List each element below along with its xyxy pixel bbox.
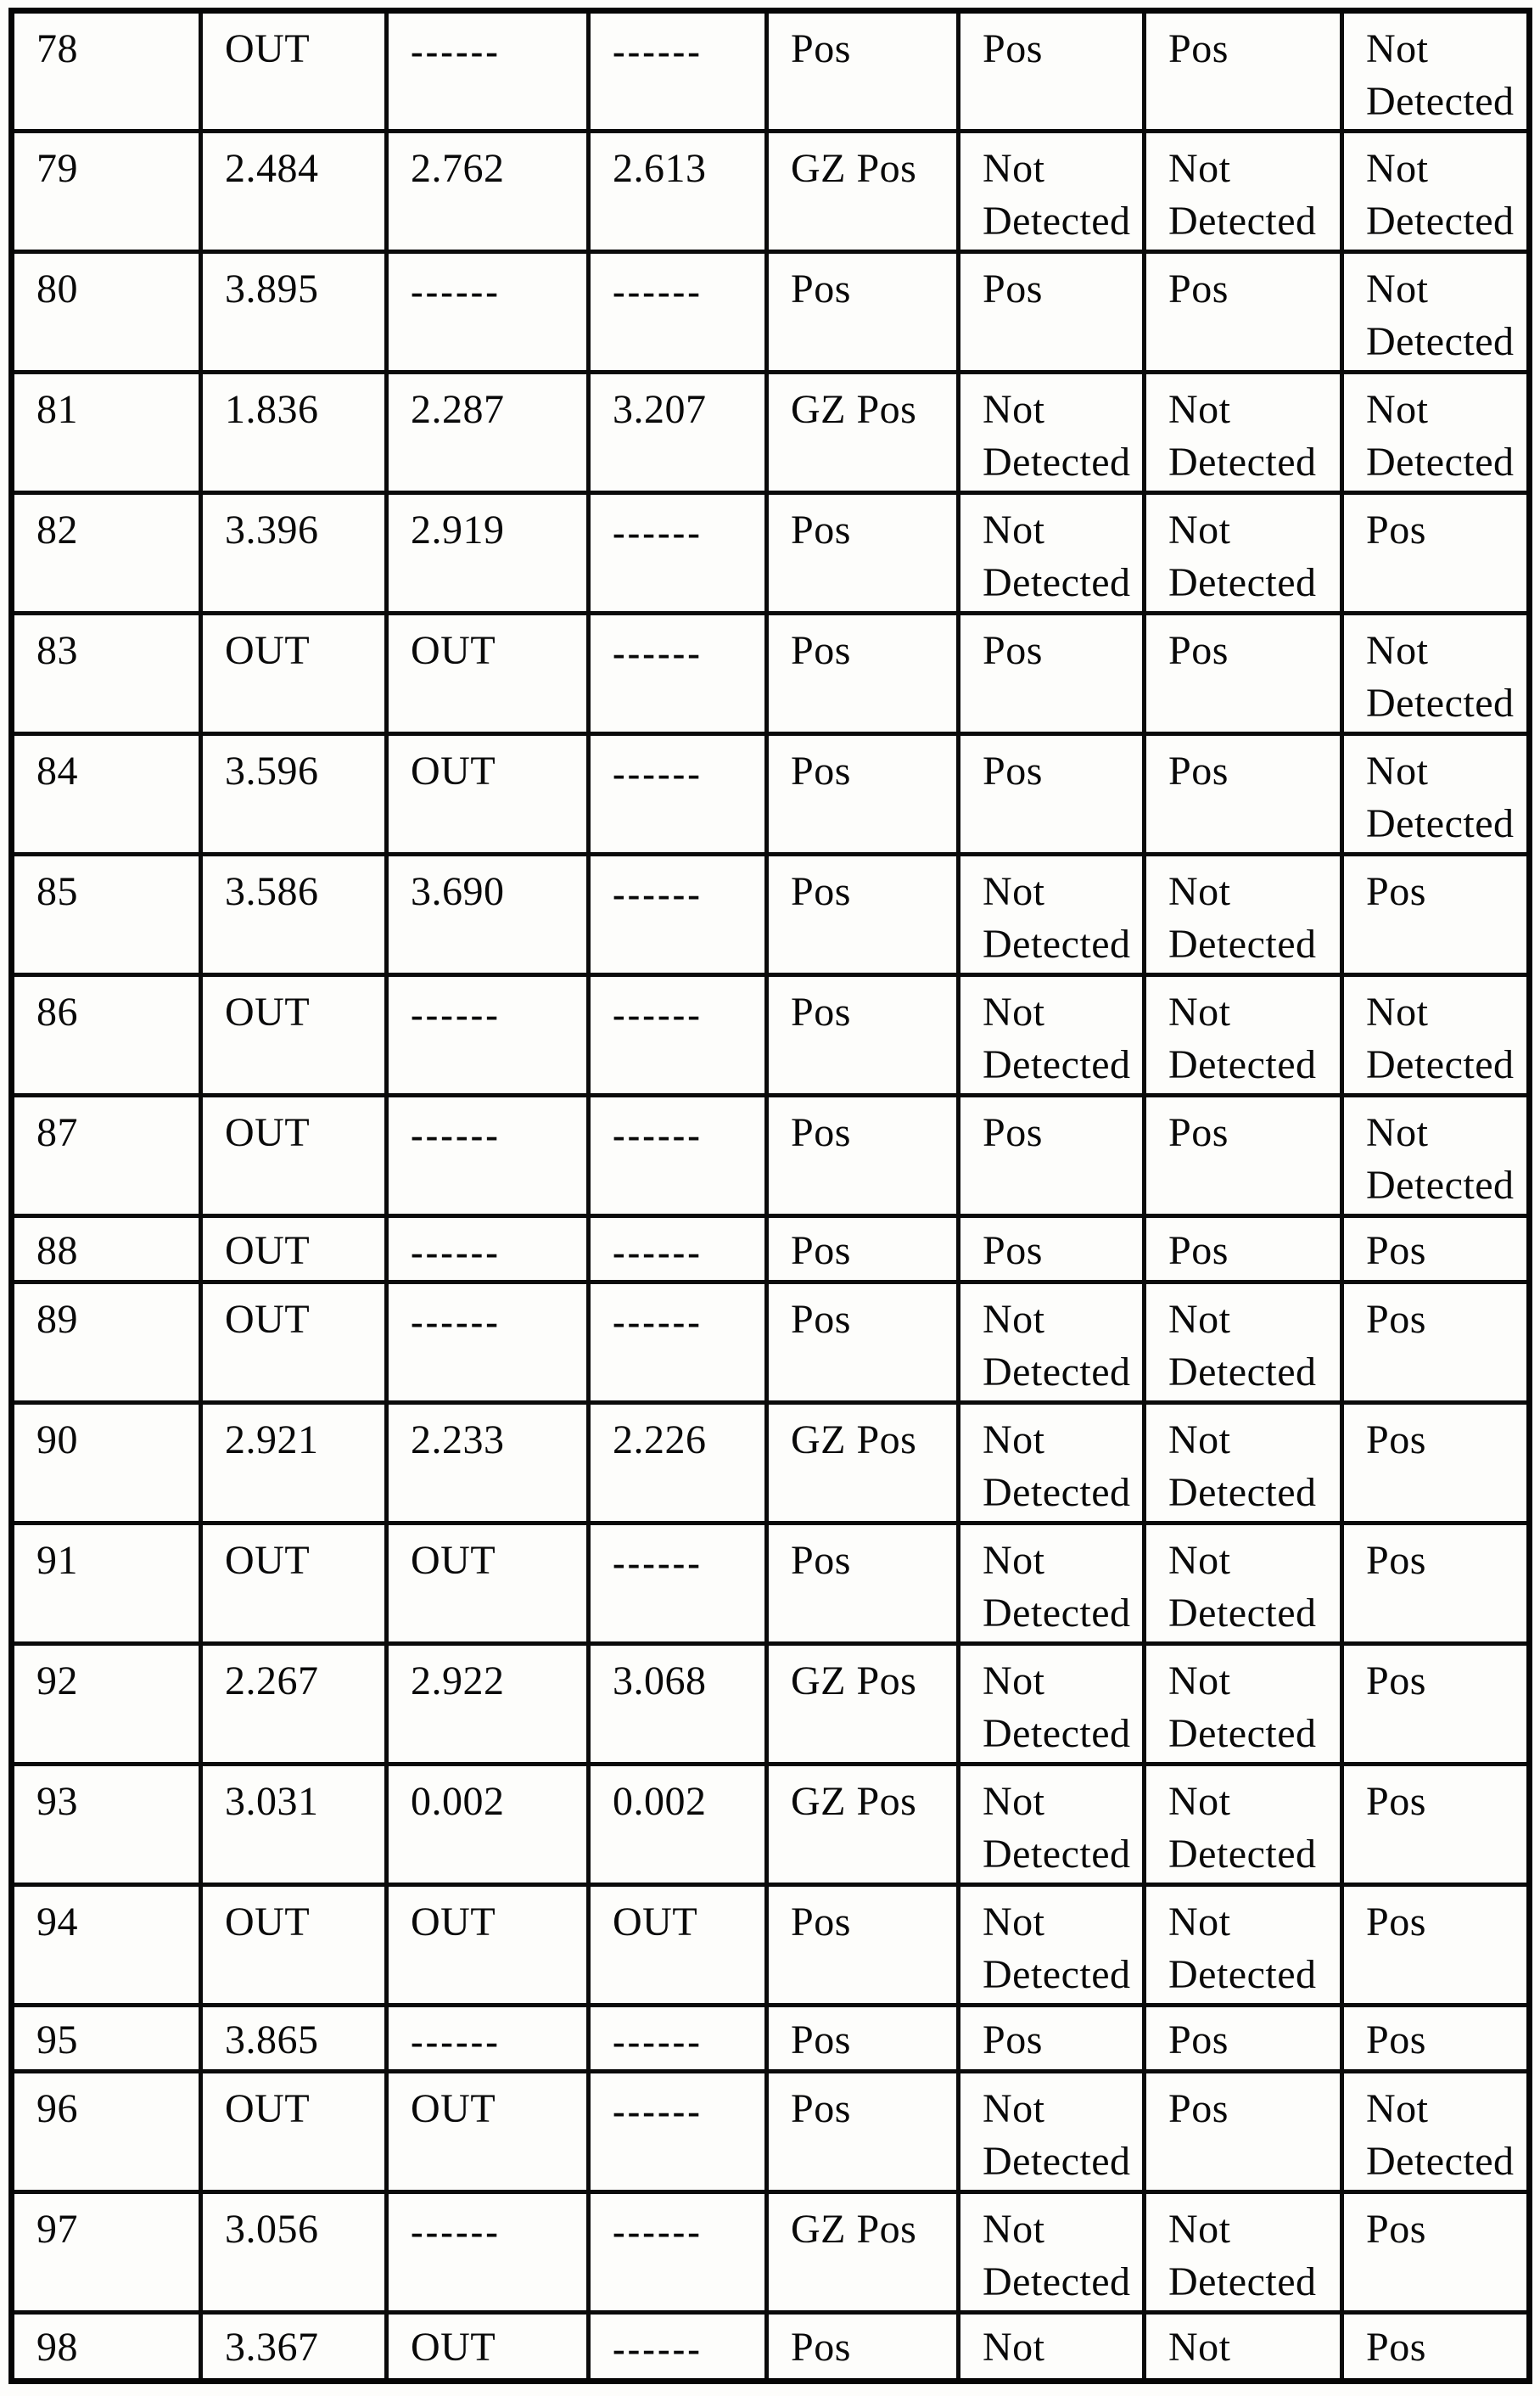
result-cell: Pos <box>1342 2192 1530 2313</box>
value-cell: ------ <box>387 1282 589 1403</box>
result-cell: Not Detected <box>1342 11 1530 132</box>
value-cell: 2.922 <box>387 1644 589 1765</box>
result-cell: Pos <box>959 734 1145 855</box>
table-row <box>12 1403 1530 1523</box>
table-row <box>12 2313 1530 2382</box>
value-cell: 3.865 <box>201 2006 387 2072</box>
row-number-cell: 87 <box>12 1096 201 1216</box>
value-cell: OUT <box>201 975 387 1096</box>
row-number-cell: 84 <box>12 734 201 855</box>
result-cell: Pos <box>767 2313 959 2382</box>
result-cell: Not Detected <box>1145 1885 1342 2006</box>
value-cell: OUT <box>201 11 387 132</box>
result-cell: Not Detected <box>1342 2072 1530 2192</box>
result-cell: Pos <box>767 2072 959 2192</box>
result-cell: Not Detected <box>1145 855 1342 975</box>
table-row <box>12 1765 1530 1885</box>
result-cell: Not Detected <box>1145 2192 1342 2313</box>
value-cell: ------ <box>589 2313 767 2382</box>
result-cell: Pos <box>1145 2006 1342 2072</box>
value-cell: ------ <box>589 975 767 1096</box>
result-cell: Not Detected <box>959 1644 1145 1765</box>
value-cell: ------ <box>589 2072 767 2192</box>
row-number-cell: 83 <box>12 614 201 734</box>
value-cell: OUT <box>387 1885 589 2006</box>
value-cell: OUT <box>201 1282 387 1403</box>
table-row <box>12 855 1530 975</box>
result-cell: Pos <box>959 252 1145 373</box>
result-cell: Pos <box>1145 11 1342 132</box>
table-row <box>12 975 1530 1096</box>
result-cell: Pos <box>959 11 1145 132</box>
table-row <box>12 734 1530 855</box>
value-cell: 0.002 <box>387 1765 589 1885</box>
value-cell: OUT <box>387 2313 589 2382</box>
result-cell: Pos <box>767 2006 959 2072</box>
result-cell: Not Detected <box>959 132 1145 252</box>
result-cell: GZ Pos <box>767 2192 959 2313</box>
value-cell: ------ <box>589 11 767 132</box>
result-cell: Pos <box>1145 252 1342 373</box>
result-cell: Pos <box>767 1216 959 1282</box>
value-cell: 2.287 <box>387 373 589 493</box>
result-cell: Not Detected <box>1145 373 1342 493</box>
row-number-cell: 93 <box>12 1765 201 1885</box>
value-cell: 3.068 <box>589 1644 767 1765</box>
table-row <box>12 614 1530 734</box>
value-cell: ------ <box>589 1216 767 1282</box>
result-cell: Pos <box>767 855 959 975</box>
value-cell: 2.484 <box>201 132 387 252</box>
value-cell: ------ <box>589 734 767 855</box>
row-number-cell: 78 <box>12 11 201 132</box>
value-cell: OUT <box>201 1216 387 1282</box>
table-row <box>12 1523 1530 1644</box>
value-cell: OUT <box>201 1523 387 1644</box>
value-cell: ------ <box>589 1282 767 1403</box>
result-cell: Pos <box>1342 1644 1530 1765</box>
table-row <box>12 373 1530 493</box>
table-row <box>12 2192 1530 2313</box>
row-number-cell: 86 <box>12 975 201 1096</box>
value-cell: OUT <box>387 734 589 855</box>
row-number-cell: 90 <box>12 1403 201 1523</box>
result-cell: Pos <box>1342 1885 1530 2006</box>
result-cell: Pos <box>767 1096 959 1216</box>
value-cell: OUT <box>387 2072 589 2192</box>
value-cell: ------ <box>589 1523 767 1644</box>
result-cell: GZ Pos <box>767 1765 959 1885</box>
result-cell: Not Detected <box>959 1765 1145 1885</box>
row-number-cell: 97 <box>12 2192 201 2313</box>
value-cell: ------ <box>387 1216 589 1282</box>
value-cell: ------ <box>387 2192 589 2313</box>
result-cell: Not Detected <box>1145 132 1342 252</box>
result-cell: Not Detected <box>1342 975 1530 1096</box>
result-cell: Not Detected <box>1145 1765 1342 1885</box>
result-cell: Not Detected <box>1342 132 1530 252</box>
row-number-cell: 88 <box>12 1216 201 1282</box>
result-cell: Not Detected <box>1342 1096 1530 1216</box>
result-cell: Pos <box>1342 1282 1530 1403</box>
value-cell: ------ <box>387 2006 589 2072</box>
result-cell: Pos <box>1145 614 1342 734</box>
result-cell: Not Detected <box>1342 734 1530 855</box>
result-cell: Not Detected <box>959 2072 1145 2192</box>
result-cell: Not Detected <box>959 1523 1145 1644</box>
result-cell: Not Detected <box>1342 252 1530 373</box>
result-cell: Not Detected <box>959 1885 1145 2006</box>
result-cell: Not Detected <box>1145 975 1342 1096</box>
table-row <box>12 11 1530 132</box>
result-cell: Pos <box>1145 1096 1342 1216</box>
value-cell: OUT <box>201 614 387 734</box>
result-cell: Pos <box>767 1885 959 2006</box>
result-cell: Pos <box>1342 855 1530 975</box>
result-cell: GZ Pos <box>767 373 959 493</box>
value-cell: ------ <box>589 1096 767 1216</box>
result-cell: GZ Pos <box>767 1403 959 1523</box>
value-cell: OUT <box>201 1885 387 2006</box>
result-cell: Not Detected <box>1145 1403 1342 1523</box>
table-row <box>12 1282 1530 1403</box>
result-cell: Not Detected <box>959 1403 1145 1523</box>
results-table-body <box>12 11 1530 2382</box>
row-number-cell: 85 <box>12 855 201 975</box>
result-cell: Pos <box>1342 1216 1530 1282</box>
table-row <box>12 493 1530 614</box>
result-cell: Pos <box>767 1282 959 1403</box>
value-cell: 3.586 <box>201 855 387 975</box>
value-cell: OUT <box>589 1885 767 2006</box>
result-cell: Not Detected <box>1342 373 1530 493</box>
result-cell: Not <box>959 2313 1145 2382</box>
value-cell: ------ <box>387 252 589 373</box>
result-cell: GZ Pos <box>767 132 959 252</box>
row-number-cell: 96 <box>12 2072 201 2192</box>
value-cell: 2.267 <box>201 1644 387 1765</box>
table-row <box>12 132 1530 252</box>
value-cell: ------ <box>589 493 767 614</box>
result-cell: Pos <box>767 493 959 614</box>
value-cell: OUT <box>201 2072 387 2192</box>
value-cell: 2.226 <box>589 1403 767 1523</box>
result-cell: GZ Pos <box>767 1644 959 1765</box>
result-cell: Pos <box>959 1216 1145 1282</box>
value-cell: 2.762 <box>387 132 589 252</box>
result-cell: Not Detected <box>959 373 1145 493</box>
value-cell: ------ <box>387 975 589 1096</box>
result-cell: Not Detected <box>959 975 1145 1096</box>
result-cell: Pos <box>1342 1403 1530 1523</box>
row-number-cell: 91 <box>12 1523 201 1644</box>
table-row <box>12 1096 1530 1216</box>
value-cell: OUT <box>387 1523 589 1644</box>
value-cell: ------ <box>387 11 589 132</box>
value-cell: ------ <box>589 2192 767 2313</box>
table-row <box>12 2006 1530 2072</box>
value-cell: OUT <box>201 1096 387 1216</box>
result-cell: Not Detected <box>1145 1282 1342 1403</box>
result-cell: Not Detected <box>1342 614 1530 734</box>
result-cell: Pos <box>1342 2313 1530 2382</box>
table-row <box>12 1644 1530 1765</box>
results-table <box>8 8 1532 2384</box>
result-cell: Pos <box>1342 1523 1530 1644</box>
row-number-cell: 89 <box>12 1282 201 1403</box>
result-cell: Pos <box>767 614 959 734</box>
result-cell: Pos <box>959 2006 1145 2072</box>
result-cell: Not Detected <box>959 2192 1145 2313</box>
result-cell: Not Detected <box>959 855 1145 975</box>
row-number-cell: 92 <box>12 1644 201 1765</box>
row-number-cell: 82 <box>12 493 201 614</box>
value-cell: 2.919 <box>387 493 589 614</box>
result-cell: Pos <box>1145 2072 1342 2192</box>
result-cell: Pos <box>767 11 959 132</box>
row-number-cell: 98 <box>12 2313 201 2382</box>
row-number-cell: 94 <box>12 1885 201 2006</box>
result-cell: Pos <box>1342 2006 1530 2072</box>
result-cell: Not Detected <box>1145 1644 1342 1765</box>
value-cell: ------ <box>589 614 767 734</box>
value-cell: 3.056 <box>201 2192 387 2313</box>
value-cell: ------ <box>387 1096 589 1216</box>
value-cell: 1.836 <box>201 373 387 493</box>
value-cell: ------ <box>589 2006 767 2072</box>
row-number-cell: 81 <box>12 373 201 493</box>
result-cell: Pos <box>1145 734 1342 855</box>
result-cell: Not Detected <box>959 1282 1145 1403</box>
table-row <box>12 2072 1530 2192</box>
result-cell: Pos <box>959 614 1145 734</box>
table-row <box>12 252 1530 373</box>
value-cell: OUT <box>387 614 589 734</box>
result-cell: Pos <box>1342 1765 1530 1885</box>
table-row <box>12 1885 1530 2006</box>
value-cell: 3.207 <box>589 373 767 493</box>
row-number-cell: 80 <box>12 252 201 373</box>
result-cell: Pos <box>1342 493 1530 614</box>
value-cell: 3.031 <box>201 1765 387 1885</box>
table-row <box>12 1216 1530 1282</box>
result-cell: Pos <box>767 252 959 373</box>
result-cell: Pos <box>767 734 959 855</box>
result-cell: Not Detected <box>1145 493 1342 614</box>
result-cell: Not Detected <box>1145 1523 1342 1644</box>
value-cell: 3.895 <box>201 252 387 373</box>
value-cell: 0.002 <box>589 1765 767 1885</box>
value-cell: 3.396 <box>201 493 387 614</box>
result-cell: Pos <box>959 1096 1145 1216</box>
value-cell: 2.233 <box>387 1403 589 1523</box>
result-cell: Pos <box>1145 1216 1342 1282</box>
value-cell: 2.921 <box>201 1403 387 1523</box>
result-cell: Not Detected <box>959 493 1145 614</box>
value-cell: 3.596 <box>201 734 387 855</box>
value-cell: 3.367 <box>201 2313 387 2382</box>
result-cell: Pos <box>767 1523 959 1644</box>
value-cell: 2.613 <box>589 132 767 252</box>
result-cell: Not <box>1145 2313 1342 2382</box>
result-cell: Pos <box>767 975 959 1096</box>
row-number-cell: 79 <box>12 132 201 252</box>
value-cell: ------ <box>589 855 767 975</box>
value-cell: 3.690 <box>387 855 589 975</box>
row-number-cell: 95 <box>12 2006 201 2072</box>
value-cell: ------ <box>589 252 767 373</box>
